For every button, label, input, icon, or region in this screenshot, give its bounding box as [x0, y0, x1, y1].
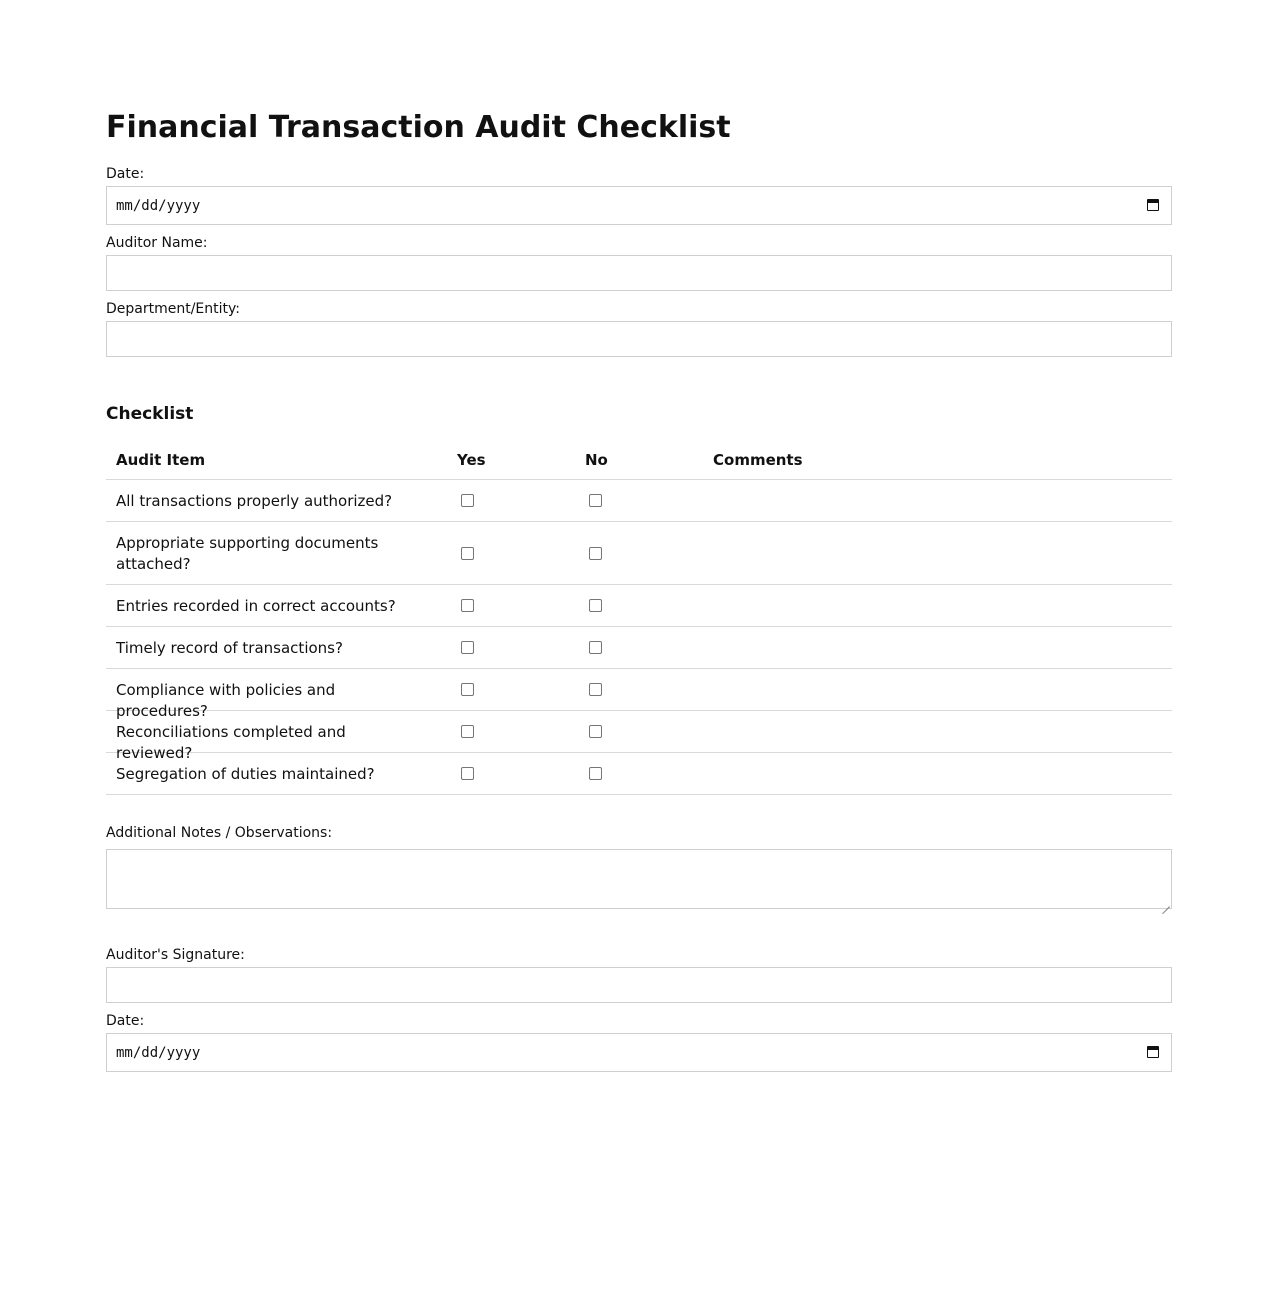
table-row	[106, 627, 1172, 669]
checklist-table	[106, 438, 1172, 795]
auditor-name-label: Auditor Name:	[106, 235, 208, 251]
signature-date-input[interactable]	[106, 1033, 1172, 1072]
audit-item-text: All transactions properly authorized?	[116, 492, 393, 510]
yes-checkbox[interactable]	[461, 725, 474, 738]
yes-checkbox[interactable]	[461, 494, 474, 507]
yes-checkbox[interactable]	[461, 547, 474, 560]
comments-cell	[713, 585, 1172, 626]
date-placeholder: mm/dd/yyyy	[116, 198, 201, 214]
yes-checkbox[interactable]	[461, 641, 474, 654]
comments-cell	[713, 753, 1172, 794]
column-header-yes: Yes	[457, 451, 486, 469]
signature-date-placeholder: mm/dd/yyyy	[116, 1045, 201, 1061]
department-label: Department/Entity:	[106, 301, 241, 317]
no-checkbox[interactable]	[589, 599, 602, 612]
table-row	[106, 522, 1172, 585]
checklist-heading: Checklist	[106, 404, 194, 424]
table-row	[106, 669, 1172, 720]
resize-grip-icon[interactable]	[1162, 899, 1170, 907]
comments-cell	[713, 669, 1172, 710]
date-input[interactable]	[106, 186, 1172, 225]
calendar-icon[interactable]	[1147, 1046, 1159, 1058]
calendar-icon[interactable]	[1147, 199, 1159, 211]
yes-checkbox[interactable]	[461, 767, 474, 780]
signature-input[interactable]	[106, 967, 1172, 1003]
column-header-comments: Comments	[713, 451, 803, 469]
yes-checkbox[interactable]	[461, 599, 474, 612]
signature-date-label: Date:	[106, 1013, 145, 1029]
audit-item-text: Entries recorded in correct accounts?	[116, 597, 396, 615]
date-label: Date:	[106, 166, 145, 182]
no-checkbox[interactable]	[589, 683, 602, 696]
comments-cell	[713, 627, 1172, 668]
auditor-name-input[interactable]	[106, 255, 1172, 291]
comments-cell	[713, 522, 1172, 584]
page-title: Financial Transaction Audit Checklist	[106, 110, 731, 145]
audit-item-text: Compliance with policies and procedures?	[116, 681, 336, 720]
yes-checkbox[interactable]	[461, 683, 474, 696]
notes-label: Additional Notes / Observations:	[106, 825, 333, 841]
audit-item-text: Appropriate supporting documents attached?	[116, 534, 379, 573]
audit-item-text: Segregation of duties maintained?	[116, 765, 375, 783]
audit-item-text: Reconciliations completed and reviewed?	[116, 723, 346, 762]
department-input[interactable]	[106, 321, 1172, 357]
notes-textarea[interactable]	[106, 849, 1172, 909]
no-checkbox[interactable]	[589, 547, 602, 560]
table-row	[106, 711, 1172, 762]
audit-item-text: Timely record of transactions?	[116, 639, 343, 657]
table-row	[106, 480, 1172, 522]
table-row	[106, 753, 1172, 795]
column-header-no: No	[585, 451, 608, 469]
checklist-header-row	[106, 438, 1172, 480]
no-checkbox[interactable]	[589, 641, 602, 654]
comments-cell	[713, 711, 1172, 752]
no-checkbox[interactable]	[589, 494, 602, 507]
table-row	[106, 585, 1172, 627]
no-checkbox[interactable]	[589, 725, 602, 738]
no-checkbox[interactable]	[589, 767, 602, 780]
comments-cell	[713, 480, 1172, 521]
column-header-audit-item: Audit Item	[116, 451, 206, 469]
signature-label: Auditor's Signature:	[106, 947, 245, 963]
